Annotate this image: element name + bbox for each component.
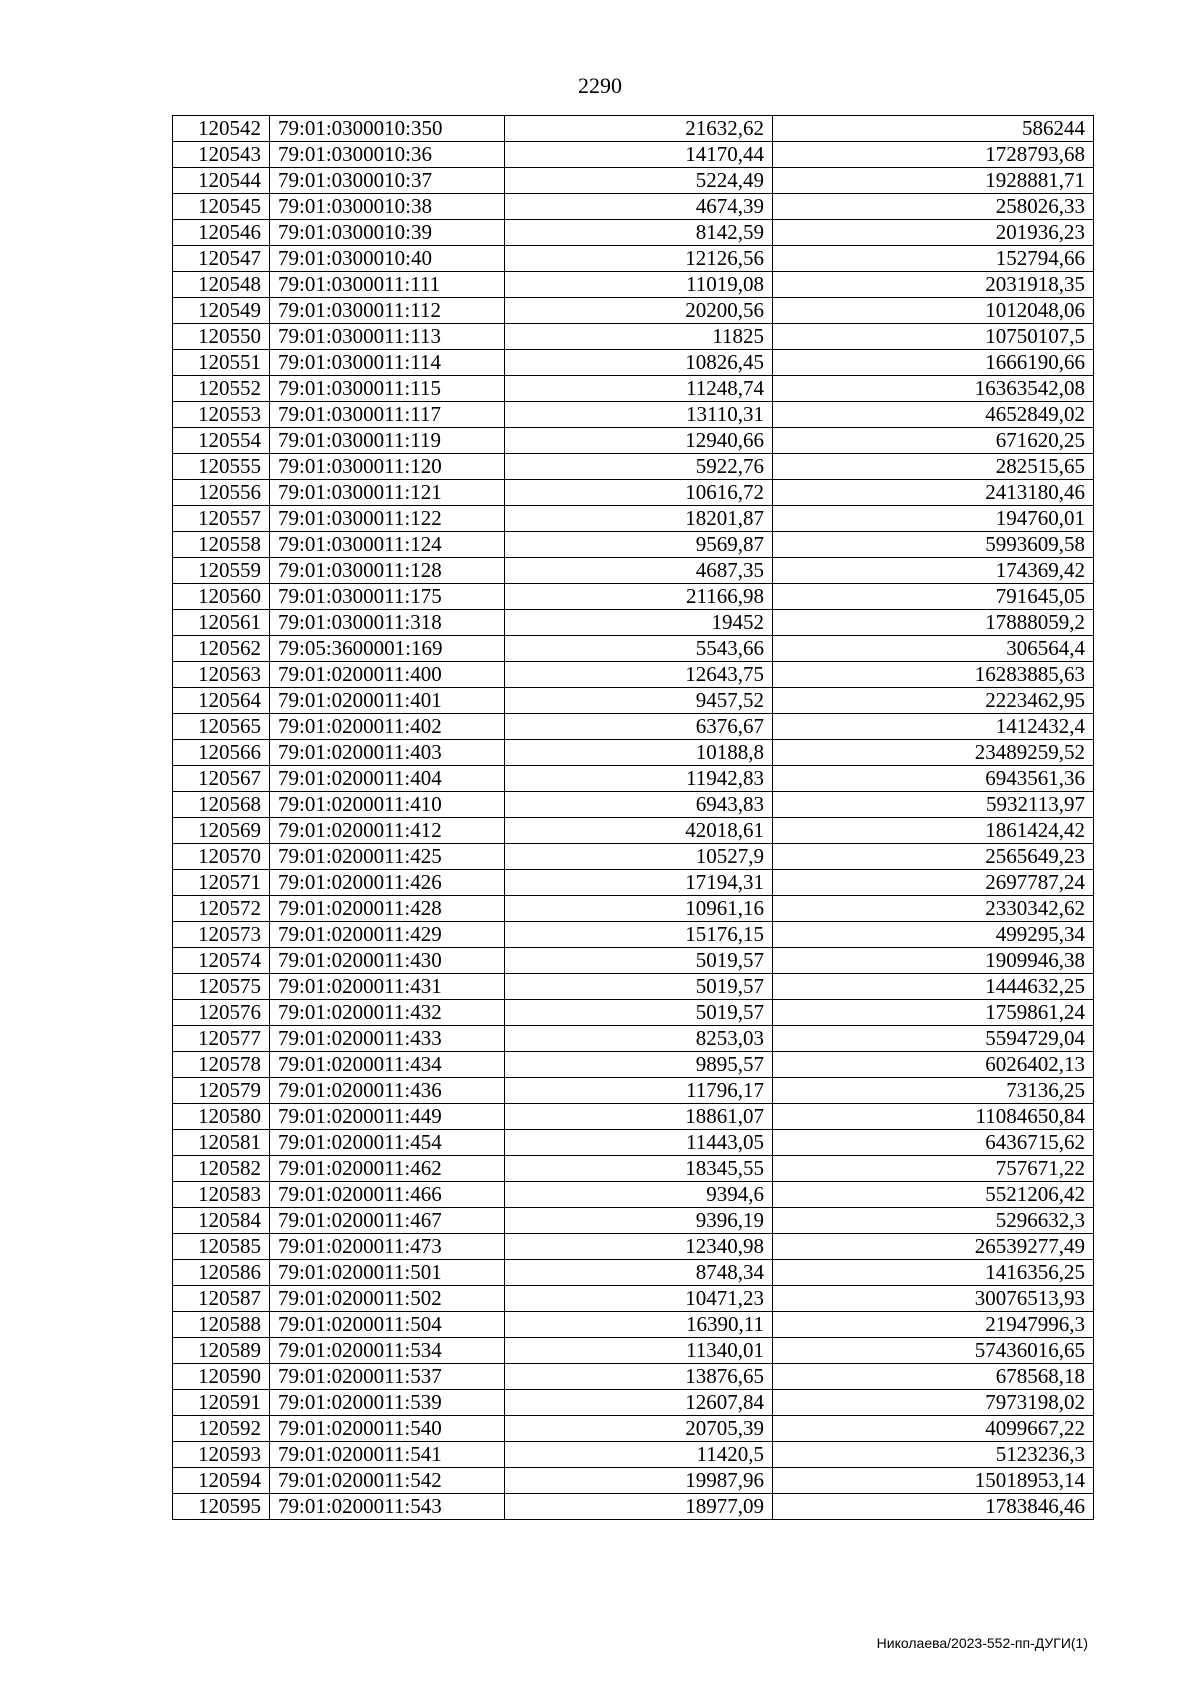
area-cell: 15176,15: [505, 922, 773, 948]
cadastral-number-cell: 79:01:0200011:436: [270, 1078, 505, 1104]
table-row: [173, 168, 1094, 194]
area-cell: 19452: [505, 610, 773, 636]
table-row: [173, 402, 1094, 428]
row-number-cell: 120595: [173, 1494, 270, 1520]
cadastral-value-cell: 11084650,84: [773, 1104, 1094, 1130]
table-row: [173, 376, 1094, 402]
cadastral-number-cell: 79:01:0200011:428: [270, 896, 505, 922]
area-cell: 5922,76: [505, 454, 773, 480]
area-cell: 10527,9: [505, 844, 773, 870]
cadastral-number-cell: 79:01:0300010:350: [270, 116, 505, 142]
area-cell: 18861,07: [505, 1104, 773, 1130]
area-cell: 9569,87: [505, 532, 773, 558]
table-row: [173, 506, 1094, 532]
cadastral-number-cell: 79:01:0200011:534: [270, 1338, 505, 1364]
row-number-cell: 120573: [173, 922, 270, 948]
cadastral-value-cell: 1759861,24: [773, 1000, 1094, 1026]
cadastral-number-cell: 79:01:0200011:410: [270, 792, 505, 818]
area-cell: 13876,65: [505, 1364, 773, 1390]
table-row: [173, 480, 1094, 506]
cadastral-value-cell: 1416356,25: [773, 1260, 1094, 1286]
cadastral-value-cell: 2413180,46: [773, 480, 1094, 506]
table-row: [173, 1390, 1094, 1416]
row-number-cell: 120588: [173, 1312, 270, 1338]
area-cell: 16390,11: [505, 1312, 773, 1338]
area-cell: 21166,98: [505, 584, 773, 610]
table-row: [173, 818, 1094, 844]
cadastral-number-cell: 79:01:0300010:40: [270, 246, 505, 272]
row-number-cell: 120582: [173, 1156, 270, 1182]
table-row: [173, 1000, 1094, 1026]
cadastral-value-cell: 194760,01: [773, 506, 1094, 532]
cadastral-value-cell: 586244: [773, 116, 1094, 142]
area-cell: 12643,75: [505, 662, 773, 688]
cadastral-number-cell: 79:01:0300011:124: [270, 532, 505, 558]
row-number-cell: 120564: [173, 688, 270, 714]
cadastral-value-cell: 1861424,42: [773, 818, 1094, 844]
cadastral-value-cell: 1909946,38: [773, 948, 1094, 974]
cadastral-value-cell: 5521206,42: [773, 1182, 1094, 1208]
area-cell: 18345,55: [505, 1156, 773, 1182]
row-number-cell: 120579: [173, 1078, 270, 1104]
cadastral-number-cell: 79:01:0300011:114: [270, 350, 505, 376]
cadastral-value-cell: 1012048,06: [773, 298, 1094, 324]
cadastral-value-cell: 7973198,02: [773, 1390, 1094, 1416]
area-cell: 11019,08: [505, 272, 773, 298]
table-row: [173, 870, 1094, 896]
cadastral-value-cell: 5594729,04: [773, 1026, 1094, 1052]
row-number-cell: 120592: [173, 1416, 270, 1442]
table-row: [173, 1364, 1094, 1390]
cadastral-number-cell: 79:01:0200011:403: [270, 740, 505, 766]
row-number-cell: 120560: [173, 584, 270, 610]
cadastral-number-cell: 79:01:0300011:111: [270, 272, 505, 298]
table-row: [173, 220, 1094, 246]
table-row: [173, 298, 1094, 324]
cadastral-value-cell: 16283885,63: [773, 662, 1094, 688]
cadastral-value-cell: 26539277,49: [773, 1234, 1094, 1260]
cadastral-value-cell: 791645,05: [773, 584, 1094, 610]
row-number-cell: 120580: [173, 1104, 270, 1130]
area-cell: 5019,57: [505, 974, 773, 1000]
row-number-cell: 120552: [173, 376, 270, 402]
row-number-cell: 120556: [173, 480, 270, 506]
area-cell: 12126,56: [505, 246, 773, 272]
area-cell: 19987,96: [505, 1468, 773, 1494]
cadastral-number-cell: 79:01:0200011:502: [270, 1286, 505, 1312]
cadastral-number-cell: 79:01:0200011:541: [270, 1442, 505, 1468]
cadastral-number-cell: 79:01:0300011:117: [270, 402, 505, 428]
row-number-cell: 120590: [173, 1364, 270, 1390]
table-row: [173, 1286, 1094, 1312]
cadastral-value-cell: 499295,34: [773, 922, 1094, 948]
row-number-cell: 120575: [173, 974, 270, 1000]
cadastral-number-cell: 79:05:3600001:169: [270, 636, 505, 662]
area-cell: 18201,87: [505, 506, 773, 532]
area-cell: 11248,74: [505, 376, 773, 402]
row-number-cell: 120584: [173, 1208, 270, 1234]
row-number-cell: 120548: [173, 272, 270, 298]
area-cell: 5543,66: [505, 636, 773, 662]
area-cell: 8253,03: [505, 1026, 773, 1052]
cadastral-number-cell: 79:01:0200011:431: [270, 974, 505, 1000]
area-cell: 10471,23: [505, 1286, 773, 1312]
cadastral-number-cell: 79:01:0300010:39: [270, 220, 505, 246]
area-cell: 9895,57: [505, 1052, 773, 1078]
cadastral-value-cell: 1928881,71: [773, 168, 1094, 194]
cadastral-number-cell: 79:01:0200011:501: [270, 1260, 505, 1286]
cadastral-value-cell: 5993609,58: [773, 532, 1094, 558]
area-cell: 8748,34: [505, 1260, 773, 1286]
area-cell: 13110,31: [505, 402, 773, 428]
row-number-cell: 120553: [173, 402, 270, 428]
cadastral-value-cell: 73136,25: [773, 1078, 1094, 1104]
table-row: [173, 1494, 1094, 1520]
row-number-cell: 120566: [173, 740, 270, 766]
table-row: [173, 1026, 1094, 1052]
table-row: [173, 1442, 1094, 1468]
cadastral-value-cell: 671620,25: [773, 428, 1094, 454]
cadastral-number-cell: 79:01:0200011:462: [270, 1156, 505, 1182]
cadastral-number-cell: 79:01:0300011:113: [270, 324, 505, 350]
area-cell: 21632,62: [505, 116, 773, 142]
page-number: 2290: [578, 73, 622, 98]
area-cell: 10826,45: [505, 350, 773, 376]
row-number-cell: 120551: [173, 350, 270, 376]
cadastral-number-cell: 79:01:0200011:433: [270, 1026, 505, 1052]
row-number-cell: 120554: [173, 428, 270, 454]
table-row: [173, 1260, 1094, 1286]
row-number-cell: 120593: [173, 1442, 270, 1468]
cadastral-number-cell: 79:01:0200011:400: [270, 662, 505, 688]
table-row: [173, 1130, 1094, 1156]
area-cell: 10616,72: [505, 480, 773, 506]
cadastral-number-cell: 79:01:0300011:115: [270, 376, 505, 402]
cadastral-value-cell: 15018953,14: [773, 1468, 1094, 1494]
table-row: [173, 1234, 1094, 1260]
row-number-cell: 120558: [173, 532, 270, 558]
cadastral-value-cell: 678568,18: [773, 1364, 1094, 1390]
row-number-cell: 120577: [173, 1026, 270, 1052]
cadastral-value-cell: 2330342,62: [773, 896, 1094, 922]
cadastral-value-cell: 152794,66: [773, 246, 1094, 272]
cadastral-number-cell: 79:01:0200011:466: [270, 1182, 505, 1208]
table-row: [173, 1104, 1094, 1130]
cadastral-number-cell: 79:01:0200011:504: [270, 1312, 505, 1338]
cadastral-value-cell: 6436715,62: [773, 1130, 1094, 1156]
cadastral-value-cell: 2031918,35: [773, 272, 1094, 298]
area-cell: 11420,5: [505, 1442, 773, 1468]
table-row: [173, 844, 1094, 870]
cadastral-number-cell: 79:01:0200011:402: [270, 714, 505, 740]
cadastral-number-cell: 79:01:0300011:112: [270, 298, 505, 324]
cadastral-number-cell: 79:01:0200011:539: [270, 1390, 505, 1416]
row-number-cell: 120557: [173, 506, 270, 532]
row-number-cell: 120591: [173, 1390, 270, 1416]
area-cell: 12340,98: [505, 1234, 773, 1260]
row-number-cell: 120559: [173, 558, 270, 584]
cadastral-value-cell: 6026402,13: [773, 1052, 1094, 1078]
cadastral-value-cell: 4099667,22: [773, 1416, 1094, 1442]
cadastral-value-cell: 57436016,65: [773, 1338, 1094, 1364]
row-number-cell: 120589: [173, 1338, 270, 1364]
cadastral-value-cell: 282515,65: [773, 454, 1094, 480]
cadastral-number-cell: 79:01:0200011:425: [270, 844, 505, 870]
area-cell: 5224,49: [505, 168, 773, 194]
table-row: [173, 246, 1094, 272]
cadastral-number-cell: 79:01:0200011:449: [270, 1104, 505, 1130]
table-row: [173, 558, 1094, 584]
table-row: [173, 116, 1094, 142]
cadastral-value-cell: 10750107,5: [773, 324, 1094, 350]
cadastral-number-cell: 79:01:0200011:473: [270, 1234, 505, 1260]
row-number-cell: 120546: [173, 220, 270, 246]
row-number-cell: 120574: [173, 948, 270, 974]
table-row: [173, 1182, 1094, 1208]
area-cell: 12940,66: [505, 428, 773, 454]
table-row: [173, 740, 1094, 766]
area-cell: 17194,31: [505, 870, 773, 896]
table-row: [173, 922, 1094, 948]
cadastral-value-cell: 2697787,24: [773, 870, 1094, 896]
table-row: [173, 1078, 1094, 1104]
cadastral-value-cell: 306564,4: [773, 636, 1094, 662]
cadastral-value-cell: 23489259,52: [773, 740, 1094, 766]
row-number-cell: 120555: [173, 454, 270, 480]
cadastral-number-cell: 79:01:0300010:38: [270, 194, 505, 220]
cadastral-value-cell: 2223462,95: [773, 688, 1094, 714]
table-row: [173, 688, 1094, 714]
cadastral-number-cell: 79:01:0200011:404: [270, 766, 505, 792]
row-number-cell: 120547: [173, 246, 270, 272]
row-number-cell: 120567: [173, 766, 270, 792]
cadastral-number-cell: 79:01:0300010:37: [270, 168, 505, 194]
row-number-cell: 120549: [173, 298, 270, 324]
cadastral-number-cell: 79:01:0200011:454: [270, 1130, 505, 1156]
table-row: [173, 350, 1094, 376]
table-row: [173, 974, 1094, 1000]
cadastral-number-cell: 79:01:0200011:542: [270, 1468, 505, 1494]
row-number-cell: 120583: [173, 1182, 270, 1208]
row-number-cell: 120542: [173, 116, 270, 142]
row-number-cell: 120594: [173, 1468, 270, 1494]
table-row: [173, 714, 1094, 740]
table-row: [173, 532, 1094, 558]
cadastral-number-cell: 79:01:0300011:119: [270, 428, 505, 454]
cadastral-number-cell: 79:01:0200011:412: [270, 818, 505, 844]
area-cell: 5019,57: [505, 1000, 773, 1026]
row-number-cell: 120587: [173, 1286, 270, 1312]
cadastral-value-cell: 174369,42: [773, 558, 1094, 584]
row-number-cell: 120572: [173, 896, 270, 922]
area-cell: 6376,67: [505, 714, 773, 740]
cadastral-value-cell: 1412432,4: [773, 714, 1094, 740]
table-body: [173, 116, 1094, 1520]
table-row: [173, 272, 1094, 298]
cadastral-number-cell: 79:01:0300010:36: [270, 142, 505, 168]
table-row: [173, 584, 1094, 610]
cadastral-value-cell: 4652849,02: [773, 402, 1094, 428]
table-row: [173, 454, 1094, 480]
cadastral-number-cell: 79:01:0300011:121: [270, 480, 505, 506]
table-row: [173, 610, 1094, 636]
area-cell: 4674,39: [505, 194, 773, 220]
table-row: [173, 1052, 1094, 1078]
cadastral-number-cell: 79:01:0300011:318: [270, 610, 505, 636]
cadastral-value-cell: 757671,22: [773, 1156, 1094, 1182]
area-cell: 10188,8: [505, 740, 773, 766]
table-row: [173, 1468, 1094, 1494]
cadastral-number-cell: 79:01:0200011:434: [270, 1052, 505, 1078]
table-row: [173, 1312, 1094, 1338]
table-row: [173, 792, 1094, 818]
cadastral-value-cell: 1444632,25: [773, 974, 1094, 1000]
area-cell: 14170,44: [505, 142, 773, 168]
cadastral-value-cell: 6943561,36: [773, 766, 1094, 792]
area-cell: 11796,17: [505, 1078, 773, 1104]
cadastral-number-cell: 79:01:0200011:401: [270, 688, 505, 714]
table-row: [173, 766, 1094, 792]
cadastral-value-cell: 21947996,3: [773, 1312, 1094, 1338]
row-number-cell: 120561: [173, 610, 270, 636]
row-number-cell: 120568: [173, 792, 270, 818]
table-row: [173, 662, 1094, 688]
cadastral-number-cell: 79:01:0300011:175: [270, 584, 505, 610]
row-number-cell: 120543: [173, 142, 270, 168]
cadastral-value-cell: 5932113,97: [773, 792, 1094, 818]
row-number-cell: 120581: [173, 1130, 270, 1156]
cadastral-value-cell: 16363542,08: [773, 376, 1094, 402]
area-cell: 11825: [505, 324, 773, 350]
row-number-cell: 120544: [173, 168, 270, 194]
row-number-cell: 120570: [173, 844, 270, 870]
cadastral-number-cell: 79:01:0300011:122: [270, 506, 505, 532]
cadastral-value-cell: 30076513,93: [773, 1286, 1094, 1312]
table-row: [173, 896, 1094, 922]
cadastral-value-cell: 5123236,3: [773, 1442, 1094, 1468]
table-row: [173, 142, 1094, 168]
cadastral-number-cell: 79:01:0300011:120: [270, 454, 505, 480]
row-number-cell: 120585: [173, 1234, 270, 1260]
table-row: [173, 1416, 1094, 1442]
table-row: [173, 1208, 1094, 1234]
area-cell: 20200,56: [505, 298, 773, 324]
cadastral-number-cell: 79:01:0300011:128: [270, 558, 505, 584]
area-cell: 42018,61: [505, 818, 773, 844]
cadastral-number-cell: 79:01:0200011:426: [270, 870, 505, 896]
area-cell: 5019,57: [505, 948, 773, 974]
cadastral-value-cell: 5296632,3: [773, 1208, 1094, 1234]
table-row: [173, 1338, 1094, 1364]
area-cell: 11942,83: [505, 766, 773, 792]
area-cell: 4687,35: [505, 558, 773, 584]
area-cell: 9394,6: [505, 1182, 773, 1208]
table-row: [173, 324, 1094, 350]
cadastral-number-cell: 79:01:0200011:537: [270, 1364, 505, 1390]
row-number-cell: 120578: [173, 1052, 270, 1078]
row-number-cell: 120569: [173, 818, 270, 844]
cadastral-value-cell: 258026,33: [773, 194, 1094, 220]
area-cell: 11340,01: [505, 1338, 773, 1364]
row-number-cell: 120565: [173, 714, 270, 740]
cadastral-value-cell: 1728793,68: [773, 142, 1094, 168]
row-number-cell: 120562: [173, 636, 270, 662]
area-cell: 9396,19: [505, 1208, 773, 1234]
area-cell: 20705,39: [505, 1416, 773, 1442]
row-number-cell: 120550: [173, 324, 270, 350]
cadastral-number-cell: 79:01:0200011:429: [270, 922, 505, 948]
area-cell: 8142,59: [505, 220, 773, 246]
cadastral-number-cell: 79:01:0200011:430: [270, 948, 505, 974]
cadastral-value-cell: 1666190,66: [773, 350, 1094, 376]
row-number-cell: 120563: [173, 662, 270, 688]
table-row: [173, 948, 1094, 974]
cadastral-number-cell: 79:01:0200011:540: [270, 1416, 505, 1442]
area-cell: 11443,05: [505, 1130, 773, 1156]
row-number-cell: 120571: [173, 870, 270, 896]
cadastral-number-cell: 79:01:0200011:432: [270, 1000, 505, 1026]
table-row: [173, 194, 1094, 220]
row-number-cell: 120586: [173, 1260, 270, 1286]
table-row: [173, 1156, 1094, 1182]
cadastral-value-cell: 2565649,23: [773, 844, 1094, 870]
cadastral-number-cell: 79:01:0200011:543: [270, 1494, 505, 1520]
cadastral-value-cell: 201936,23: [773, 220, 1094, 246]
area-cell: 6943,83: [505, 792, 773, 818]
table-row: [173, 428, 1094, 454]
area-cell: 9457,52: [505, 688, 773, 714]
area-cell: 12607,84: [505, 1390, 773, 1416]
document-footer: Николаева/2023-552-пп-ДУГИ(1): [876, 1635, 1088, 1651]
cadastral-number-cell: 79:01:0200011:467: [270, 1208, 505, 1234]
area-cell: 10961,16: [505, 896, 773, 922]
row-number-cell: 120576: [173, 1000, 270, 1026]
row-number-cell: 120545: [173, 194, 270, 220]
table-row: [173, 636, 1094, 662]
cadastral-value-cell: 17888059,2: [773, 610, 1094, 636]
cadastral-value-cell: 1783846,46: [773, 1494, 1094, 1520]
area-cell: 18977,09: [505, 1494, 773, 1520]
cadastral-value-table: [172, 115, 1094, 1520]
